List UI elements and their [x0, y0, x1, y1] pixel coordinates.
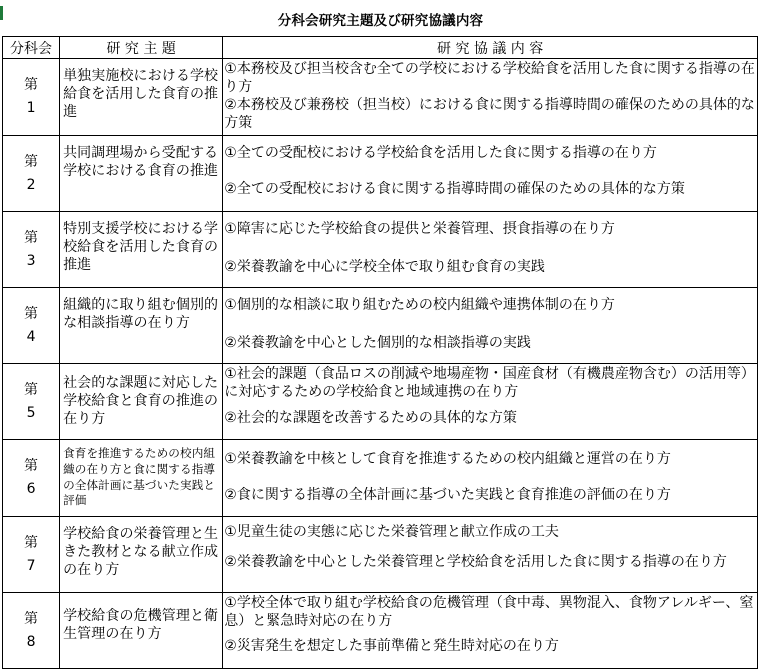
subcommittee-prefix: 第 — [24, 381, 39, 398]
research-content — [223, 593, 758, 669]
subcommittee-number — [3, 59, 60, 136]
subcommittee-digit: 2 — [26, 176, 36, 193]
research-content — [223, 440, 758, 517]
table-row — [3, 288, 758, 364]
subcommittee-prefix: 第 — [24, 153, 39, 170]
subcommittee-digit: 6 — [26, 481, 36, 497]
content-item-1: ①本務校及び担当校含む全ての学校における学校給食を活用した食に関する指導の在り方 — [224, 61, 755, 95]
content-item-2: ②栄養教諭を中心とした栄養管理と学校給食を活用した食に関する指導の在り方 — [224, 554, 727, 570]
content-item-2: ②栄養教諭を中心とした個別的な相談指導の実践 — [224, 335, 531, 351]
research-theme: 特別支援学校における学校給食を活用した食育の推進 — [60, 212, 223, 288]
research-theme: 共同調理場から受配する学校における食育の推進 — [60, 136, 223, 212]
research-theme: 単独実施校における学校給食を活用した食育の推進 — [60, 59, 223, 136]
subcommittee-digit: 7 — [26, 557, 36, 574]
content-item-2: ②全ての受配校における食に関する指導時間の確保のための具体的な方策 — [224, 181, 685, 197]
subcommittee-number — [3, 440, 60, 517]
content-item-1: ①栄養教諭を中核として食育を推進するための校内組織と運営の在り方 — [224, 451, 671, 467]
subcommittee-number — [3, 212, 60, 288]
subcommittee-digit: 1 — [26, 100, 36, 116]
subcommittee-number — [3, 136, 60, 212]
research-content — [223, 136, 758, 212]
research-content — [223, 517, 758, 593]
table-row — [3, 136, 758, 212]
research-theme: 社会的な課題に対応した学校給食と食育の推進の在り方 — [60, 364, 223, 440]
subcommittee-prefix: 第 — [24, 305, 39, 322]
subcommittee-prefix: 第 — [24, 610, 39, 627]
header-research-theme: 研 究 主 題 — [60, 37, 223, 59]
research-content — [223, 59, 758, 136]
research-theme: 食育を推進するための校内組織の在り方と食に関する指導の全体計画に基づいた実践と評価 — [60, 440, 223, 517]
research-topics-table — [2, 36, 758, 669]
subcommittee-prefix: 第 — [24, 534, 39, 551]
content-item-2: ②本務校及び兼務校（担当校）における食に関する指導時間の確保のための具体的な方策 — [224, 97, 755, 131]
table-row — [3, 517, 758, 593]
research-theme: 学校給食の栄養管理と生きた教材となる献立作成の在り方 — [60, 517, 223, 593]
subcommittee-number — [3, 364, 60, 440]
header-subcommittee: 分科会 — [3, 37, 60, 59]
research-theme: 組織的に取り組む個別的な相談指導の在り方 — [60, 288, 223, 364]
table-row — [3, 364, 758, 440]
content-item-1: ①児童生徒の実態に応じた栄養管理と献立作成の工夫 — [224, 524, 559, 540]
content-item-2: ②災害発生を想定した事前準備と発生時対応の在り方 — [224, 638, 559, 654]
research-content — [223, 364, 758, 440]
content-item-1: ①学校全体で取り組む学校給食の危機管理（食中毒、異物混入、食物アレルギー、窒息）と緊急時対応の在り方 — [224, 595, 754, 629]
research-content — [223, 288, 758, 364]
subcommittee-digit: 4 — [26, 328, 36, 345]
research-content — [223, 212, 758, 288]
subcommittee-prefix: 第 — [24, 458, 39, 474]
subcommittee-number — [3, 288, 60, 364]
table-row — [3, 440, 758, 517]
table-row — [3, 59, 758, 136]
table-row — [3, 593, 758, 669]
subcommittee-digit: 3 — [26, 252, 36, 269]
research-theme: 学校給食の危機管理と衛生管理の在り方 — [60, 593, 223, 669]
subcommittee-prefix: 第 — [24, 229, 39, 246]
table-header-row — [3, 37, 758, 59]
subcommittee-prefix: 第 — [24, 77, 39, 93]
content-item-2: ②食に関する指導の全体計画に基づいた実践と食育推進の評価の在り方 — [224, 487, 671, 503]
page-title: 分科会研究主題及び研究協議内容 — [277, 13, 484, 29]
content-item-1: ①障害に応じた学校給食の提供と栄養管理、摂食指導の在り方 — [224, 221, 615, 237]
content-item-1: ①個別的な相談に取り組むための校内組織や連携体制の在り方 — [224, 297, 615, 313]
content-item-1: ①全ての受配校における学校給食を活用した食に関する指導の在り方 — [224, 145, 657, 161]
subcommittee-digit: 8 — [26, 633, 36, 650]
content-item-2: ②社会的な課題を改善するための具体的な方策 — [224, 410, 517, 426]
content-item-2: ②栄養教諭を中心に学校全体で取り組む食育の実践 — [224, 259, 545, 275]
subcommittee-number — [3, 517, 60, 593]
subcommittee-number — [3, 593, 60, 669]
subcommittee-digit: 5 — [26, 404, 36, 421]
header-research-content: 研 究 協 議 内 容 — [223, 37, 758, 59]
content-item-1: ①社会的課題（食品ロスの削減や地場産物・国産食材（有機農産物含む）の活用等）に対応するための学校給食と地域連携の在り方 — [224, 366, 755, 400]
table-row — [3, 212, 758, 288]
